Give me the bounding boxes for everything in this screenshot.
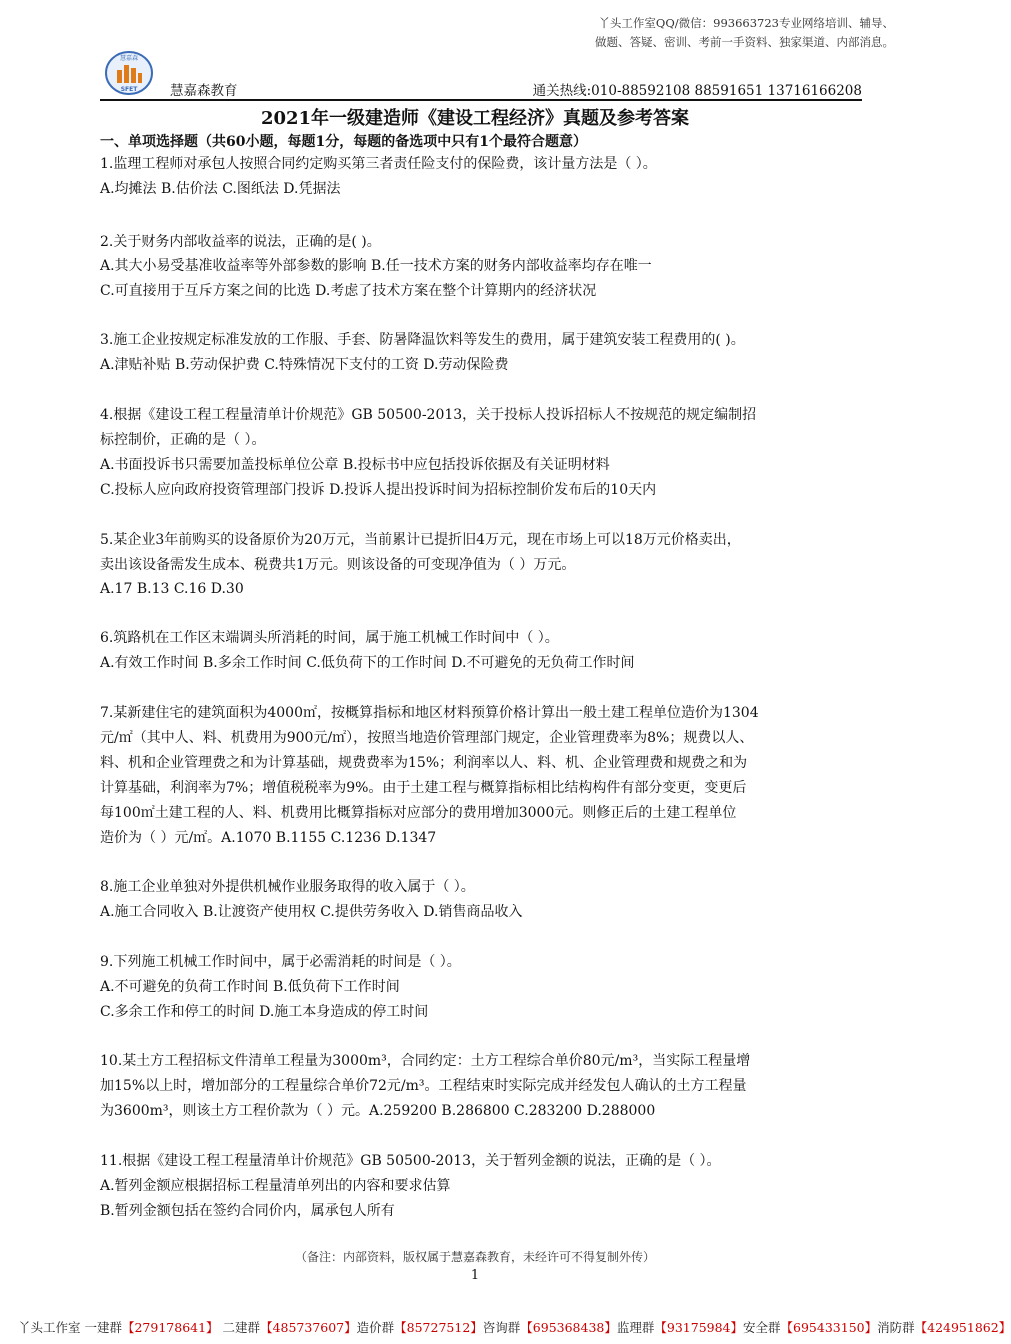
doc-line-21: 每100㎡土建工程的人、料、机费用比概算指标对应部分的费用增加3000元。则修正后的土建工程单位 xyxy=(100,805,737,821)
hotline: 通关热线:010-88592108 88591651 13716166208 xyxy=(532,83,862,99)
doc-line-24: A.施工合同收入 B.让渡资产使用权 C.提供劳务收入 D.销售商品收入 xyxy=(100,904,523,920)
group-id: 【93175984】 xyxy=(654,1320,744,1335)
doc-line-1: 1.监理工程师对承包人按照合同约定购买第三者责任险支付的保险费，该计量方法是（ ）。 xyxy=(100,156,657,172)
document-title: 2021年一级建造师《建设工程经济》真题及参考答案 xyxy=(260,108,690,129)
doc-line-26: A.不可避免的负荷工作时间 B.低负荷下工作时间 xyxy=(100,979,400,995)
doc-line-30: 为3600m³，则该土方工程价款为（ ）元。A.259200 B.286800 C.283200 D.288000 xyxy=(100,1103,656,1119)
doc-line-14: A.17 B.13 C.16 D.30 xyxy=(100,581,244,597)
group-id: 【485737607】 xyxy=(260,1320,357,1335)
group-id: 【279178641】 xyxy=(121,1320,219,1335)
doc-line-8: 4.根据《建设工程工程量清单计价规范》GB 50500-2013，关于投标人投诉招标人不按规范的规定编制招 xyxy=(100,407,757,423)
logo-text-top: 慧嘉森 xyxy=(119,55,139,62)
brand-logo xyxy=(104,50,154,96)
doc-line-31: 11.根据《建设工程工程量清单计价规范》GB 50500-2013，关于暂列金额的说法，正确的是（ ）。 xyxy=(100,1153,721,1169)
page-number: 1 xyxy=(470,1268,480,1283)
header-note-line-2: 做题、答疑、密训、考前一手资料、独家渠道、内部消息。 xyxy=(595,35,894,49)
doc-line-23: 8.施工企业单独对外提供机械作业服务取得的收入属于（ ）。 xyxy=(100,879,475,895)
group-label: 造价群 xyxy=(356,1320,395,1335)
doc-line-25: 9.下列施工机械工作时间中，属于必需消耗的时间是（ ）。 xyxy=(100,954,461,970)
doc-line-16: A.有效工作时间 B.多余工作时间 C.低负荷下的工作时间 D.不可避免的无负荷工作时间 xyxy=(100,655,635,671)
doc-line-19: 料、机和企业管理费之和为计算基础，规费费率为15%；利润率以人、料、机、企业管理费和规费之和为 xyxy=(100,755,748,771)
brand-name: 慧嘉森教育 xyxy=(170,83,238,99)
doc-line-28: 10.某土方工程招标文件清单工程量为3000m³，合同约定：土方工程综合单价80元/m³，当实际工程量增 xyxy=(100,1053,751,1069)
doc-line-10: A.书面投诉书只需要加盖投标单位公章 B.投标书中应包括投诉依据及有关证明材料 xyxy=(100,457,610,473)
doc-line-7: A.津贴补贴 B.劳动保护费 C.特殊情况下支付的工资 D.劳动保险费 xyxy=(100,357,509,373)
doc-line-5: C.可直接用于互斥方案之间的比选 D.考虑了技术方案在整个计算期内的经济状况 xyxy=(100,283,597,299)
doc-line-6: 3.施工企业按规定标准发放的工作服、手套、防暑降温饮料等发生的费用，属于建筑安装工程费用的( )。 xyxy=(100,332,745,348)
group-id: 【85727512】 xyxy=(394,1320,483,1335)
logo-text-bottom: SFET xyxy=(120,86,138,93)
doc-line-11: C.投标人应向政府投资管理部门投诉 D.投诉人提出投诉时间为招标控制价发布后的10天内 xyxy=(100,482,657,498)
doc-line-33: B.暂列金额包括在签约合同价内，属承包人所有 xyxy=(100,1203,395,1219)
header-note-line-1: 丫头工作室QQ/微信：993663723专业网络培训、辅导、 xyxy=(598,16,894,30)
group-label: 消防群 xyxy=(877,1320,915,1335)
doc-line-13: 卖出该设备需发生成本、税费共1万元。则该设备的可变现净值为（ ）万元。 xyxy=(100,557,576,573)
group-id: 【695368438】 xyxy=(520,1320,617,1335)
doc-line-3: 2.关于财务内部收益率的说法，正确的是( )。 xyxy=(100,234,381,250)
doc-line-15: 6.筑路机在工作区末端调头所消耗的时间，属于施工机械工作时间中（ ）。 xyxy=(100,630,559,646)
group-label: 监理群 xyxy=(616,1320,655,1335)
doc-line-18: 元/㎡（其中人、料、机费用为900元/㎡），按照当地造价管理部门规定，企业管理费率为8%；规费以人、 xyxy=(100,730,754,746)
group-label: 丫头工作室 一建群 xyxy=(18,1320,122,1335)
doc-line-27: C.多余工作和停工的时间 D.施工本身造成的停工时间 xyxy=(100,1004,429,1020)
doc-line-17: 7.某新建住宅的建筑面积为4000㎡，按概算指标和地区材料预算价格计算出一般土建工程单位造价为1304 xyxy=(100,705,759,721)
section-heading: 一、单项选择题（共60小题，每题1分，每题的备选项中只有1个最符合题意） xyxy=(100,134,587,150)
group-id: 【695433150】 xyxy=(780,1320,878,1335)
doc-line-4: A.其大小易受基准收益率等外部参数的影响 B.任一技术方案的财务内部收益率均存在唯一 xyxy=(100,258,652,274)
doc-line-20: 计算基础，利润率为7%；增值税税率为9%。由于土建工程与概算指标相比结构构件有部分变更，变更后 xyxy=(100,780,747,796)
header-divider xyxy=(100,99,862,101)
group-label: 安全群 xyxy=(743,1320,781,1335)
bottom-group-bar xyxy=(18,1318,1011,1336)
group-label: 咨询群 xyxy=(482,1320,521,1335)
group-id: 【424951862】 xyxy=(914,1320,1011,1335)
group-label: 二建群 xyxy=(222,1320,261,1335)
doc-line-9: 标控制价，正确的是（ ）。 xyxy=(100,432,266,448)
doc-line-22: 造价为（ ）元/㎡。A.1070 B.1155 C.1236 D.1347 xyxy=(100,830,437,846)
doc-line-2: A.均摊法 B.估价法 C.图纸法 D.凭据法 xyxy=(100,181,341,197)
doc-line-29: 加15%以上时，增加部分的工程量综合单价72元/m³。工程结束时实际完成并经发包人确认的土方工程量 xyxy=(100,1078,747,1094)
footer-note: （备注：内部资料，版权属于慧嘉森教育，未经许可不得复制外传） xyxy=(294,1250,655,1264)
doc-line-12: 5.某企业3年前购买的设备原价为20万元，当前累计已提折旧4万元，现在市场上可以18万元价格卖出， xyxy=(100,532,741,548)
doc-line-32: A.暂列金额应根据招标工程量清单列出的内容和要求估算 xyxy=(100,1178,451,1194)
